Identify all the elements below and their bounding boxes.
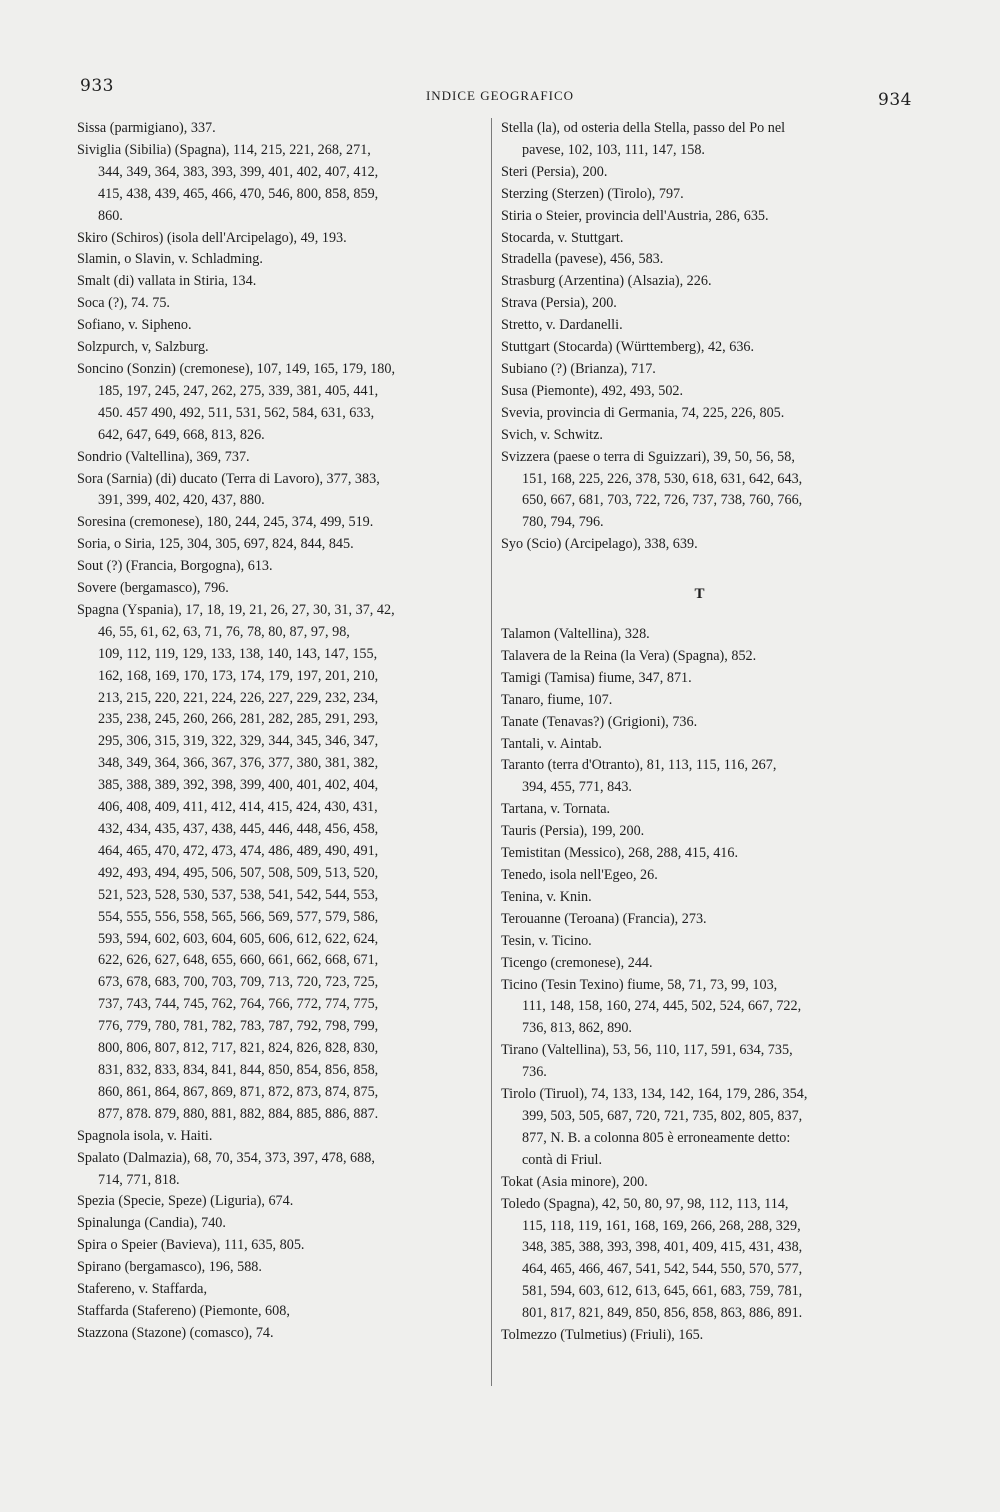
entry-line: Solzpurch, v, Salzburg. xyxy=(77,339,209,356)
index-entry xyxy=(77,228,489,250)
entry-continuation-line: 800, 806, 807, 812, 717, 821, 824, 826, 828, 830, xyxy=(98,1040,379,1057)
entry-line: Stafereno, v. Staffarda, xyxy=(77,1281,208,1298)
entry-continuation-line: 111, 148, 158, 160, 274, 445, 502, 524, 667, 722, xyxy=(522,998,802,1015)
index-entry xyxy=(501,887,906,909)
entry-line: Tolmezzo (Tulmetius) (Friuli), 165. xyxy=(501,1327,704,1344)
entry-line: Spinalunga (Candia), 740. xyxy=(77,1215,226,1232)
entry-line: Tanate (Tenavas?) (Grigioni), 736. xyxy=(501,713,698,730)
entry-line: Tenina, v. Knin. xyxy=(501,888,592,905)
entry-continuation-line: 776, 779, 780, 781, 782, 783, 787, 792, 798, 799, xyxy=(98,1018,379,1035)
index-entry xyxy=(501,228,906,250)
index-entry xyxy=(77,1323,489,1345)
index-entry xyxy=(501,799,906,821)
entry-line: Tokat (Asia minore), 200. xyxy=(501,1173,648,1190)
entry-line: Spagna (Yspania), 17, 18, 19, 21, 26, 27, 30, 31, 37, 42, xyxy=(77,601,395,618)
entry-continuation-line: 450. 457 490, 492, 511, 531, 562, 584, 631, 633, xyxy=(98,404,375,421)
entry-line: Temistitan (Messico), 268, 288, 415, 416. xyxy=(501,845,739,862)
entry-continuation-line: 464, 465, 470, 472, 473, 474, 486, 489, 490, 491, xyxy=(98,842,379,859)
index-entry xyxy=(501,249,906,271)
entry-line: Tauris (Persia), 199, 200. xyxy=(501,823,645,840)
index-entry xyxy=(501,403,906,425)
entry-continuation-line: 673, 678, 683, 700, 703, 709, 713, 720, 723, 725, xyxy=(98,974,379,991)
entry-line: Stazzona (Stazone) (comasco), 74. xyxy=(77,1324,274,1341)
right-index-column xyxy=(501,118,906,1347)
index-entry xyxy=(77,315,489,337)
entry-line: Soca (?), 74. 75. xyxy=(77,295,170,312)
index-entry xyxy=(501,381,906,403)
left-page-number: 933 xyxy=(80,76,114,96)
index-entry xyxy=(77,1148,489,1192)
index-entry xyxy=(77,249,489,271)
entry-line: Soncino (Sonzin) (cremonese), 107, 149, 165, 179, 180, xyxy=(77,360,395,377)
entry-continuation-line: 162, 168, 169, 170, 173, 174, 179, 197, 201, 210, xyxy=(98,667,379,684)
index-entry xyxy=(77,1213,489,1235)
entry-continuation-line: 399, 503, 505, 687, 720, 721, 735, 802, 805, 837, xyxy=(522,1107,803,1124)
entry-line: Talamon (Valtellina), 328. xyxy=(501,626,650,643)
entry-continuation-line: 650, 667, 681, 703, 722, 726, 737, 738, 760, 766, xyxy=(522,492,803,509)
entry-line: Soria, o Siria, 125, 304, 305, 697, 824, 844, 845. xyxy=(77,536,354,553)
entry-continuation-line: 593, 594, 602, 603, 604, 605, 606, 612, 622, 624, xyxy=(98,930,379,947)
entry-continuation-line: 860. xyxy=(98,207,123,224)
right-page-number: 934 xyxy=(878,90,912,110)
entry-line: Sterzing (Sterzen) (Tirolo), 797. xyxy=(501,185,684,202)
entry-line: Stretto, v. Dardanelli. xyxy=(501,317,623,334)
index-entry xyxy=(501,184,906,206)
index-entry xyxy=(501,315,906,337)
entry-line: Stiria o Steier, provincia dell'Austria, 286, 635. xyxy=(501,207,769,224)
index-entry xyxy=(501,1084,906,1172)
index-entry xyxy=(501,293,906,315)
column-divider xyxy=(491,118,492,1386)
entry-line: Stella (la), od osteria della Stella, passo del Po nel xyxy=(501,120,786,136)
index-entry xyxy=(501,359,906,381)
index-entry xyxy=(501,1040,906,1084)
entry-line: Skiro (Schiros) (isola dell'Arcipelago), 49, 193. xyxy=(77,229,347,246)
entry-continuation-line: 642, 647, 649, 668, 813, 826. xyxy=(98,426,265,443)
entry-line: Tanaro, fiume, 107. xyxy=(501,691,613,708)
right-entries-t xyxy=(501,624,906,1347)
entry-line: Tesin, v. Ticino. xyxy=(501,932,592,949)
index-entry xyxy=(77,1235,489,1257)
entry-line: Smalt (di) vallata in Stiria, 134. xyxy=(77,273,257,290)
index-entry xyxy=(77,1191,489,1213)
index-entry xyxy=(77,556,489,578)
index-entry xyxy=(501,909,906,931)
index-entry xyxy=(501,755,906,799)
entry-line: Tirano (Valtellina), 53, 56, 110, 117, 591, 634, 735, xyxy=(501,1042,793,1059)
entry-line: Spirano (bergamasco), 196, 588. xyxy=(77,1259,262,1276)
entry-continuation-line: 831, 832, 833, 834, 841, 844, 850, 854, 856, 858, xyxy=(98,1061,379,1078)
right-entries-s xyxy=(501,118,906,556)
entry-continuation-line: 714, 771, 818. xyxy=(98,1171,180,1188)
index-entry xyxy=(501,953,906,975)
index-entry xyxy=(501,534,906,556)
index-entry xyxy=(77,140,489,228)
entry-continuation-line: 432, 434, 435, 437, 438, 445, 446, 448, 456, 458, xyxy=(98,821,379,837)
entry-line: Sondrio (Valtellina), 369, 737. xyxy=(77,448,250,465)
index-entry xyxy=(77,118,489,140)
entry-continuation-line: 295, 306, 315, 319, 322, 329, 344, 345, 346, 347, xyxy=(98,733,379,750)
entry-continuation-line: 213, 215, 220, 221, 224, 226, 227, 229, 232, 234, xyxy=(98,689,379,706)
entry-line: Sissa (parmigiano), 337. xyxy=(77,120,216,136)
index-entry xyxy=(77,337,489,359)
index-entry xyxy=(501,865,906,887)
entry-continuation-line: 877, N. B. a colonna 805 è erroneamente detto: xyxy=(522,1129,791,1146)
index-entry xyxy=(501,118,906,162)
index-entry xyxy=(501,975,906,1041)
entry-continuation-line: 385, 388, 389, 392, 398, 399, 400, 401, 402, 404, xyxy=(98,777,379,794)
entry-line: Sovere (bergamasco), 796. xyxy=(77,580,229,597)
entry-line: Subiano (?) (Brianza), 717. xyxy=(501,360,656,377)
entry-continuation-line: 736. xyxy=(522,1064,547,1081)
entry-continuation-line: 46, 55, 61, 62, 63, 71, 76, 78, 80, 87, 97, 98, xyxy=(98,623,350,640)
entry-continuation-line: 736, 813, 862, 890. xyxy=(522,1020,632,1037)
index-entry xyxy=(501,690,906,712)
index-entry xyxy=(77,600,489,1126)
entry-line: Sofiano, v. Sipheno. xyxy=(77,317,192,334)
entry-line: Taranto (terra d'Otranto), 81, 113, 115, 116, 267, xyxy=(501,757,777,774)
entry-continuation-line: 521, 523, 528, 530, 537, 538, 541, 542, 544, 553, xyxy=(98,886,379,903)
index-entry xyxy=(77,469,489,513)
entry-line: Tartana, v. Tornata. xyxy=(501,801,611,818)
entry-line: Svich, v. Schwitz. xyxy=(501,426,603,443)
index-entry xyxy=(77,1301,489,1323)
entry-continuation-line: 344, 349, 364, 383, 393, 399, 401, 402, 407, 412, xyxy=(98,163,379,180)
entry-continuation-line: 115, 118, 119, 161, 168, 169, 266, 268, 288, 329, xyxy=(522,1217,801,1234)
entry-continuation-line: 185, 197, 245, 247, 262, 275, 339, 381, 405, 441, xyxy=(98,382,379,399)
index-entry xyxy=(501,931,906,953)
index-entry xyxy=(501,271,906,293)
section-letter: T xyxy=(694,586,705,603)
index-entry xyxy=(77,512,489,534)
entry-continuation-line: 801, 817, 821, 849, 850, 856, 858, 863, 886, 891. xyxy=(522,1305,803,1322)
index-entry xyxy=(501,668,906,690)
entry-line: Staffarda (Stafereno) (Piemonte, 608, xyxy=(77,1302,290,1319)
entry-line: Slamin, o Slavin, v. Schladming. xyxy=(77,251,263,268)
left-index-column xyxy=(77,118,489,1345)
index-entry xyxy=(501,843,906,865)
entry-line: Soresina (cremonese), 180, 244, 245, 374, 499, 519. xyxy=(77,514,374,531)
entry-continuation-line: 235, 238, 245, 260, 266, 281, 282, 285, 291, 293, xyxy=(98,711,379,728)
index-entry xyxy=(77,271,489,293)
entry-continuation-line: 581, 594, 603, 612, 613, 645, 661, 683, 759, 781, xyxy=(522,1283,803,1300)
entry-continuation-line: 554, 555, 556, 558, 565, 566, 569, 577, 579, 586, xyxy=(98,908,379,925)
entry-line: Tenedo, isola nell'Egeo, 26. xyxy=(501,867,658,883)
entry-continuation-line: contà di Friul. xyxy=(522,1151,602,1168)
index-entry xyxy=(77,1126,489,1148)
index-entry xyxy=(501,646,906,668)
entry-continuation-line: pavese, 102, 103, 111, 147, 158. xyxy=(522,141,705,158)
entry-line: Stradella (pavese), 456, 583. xyxy=(501,251,664,268)
entry-continuation-line: 492, 493, 494, 495, 506, 507, 508, 509, 513, 520, xyxy=(98,864,379,881)
entry-line: Ticengo (cremonese), 244. xyxy=(501,954,653,971)
entry-line: Susa (Piemonte), 492, 493, 502. xyxy=(501,382,684,399)
page-title: INDICE GEOGRAFICO xyxy=(425,88,575,103)
entry-continuation-line: 464, 465, 466, 467, 541, 542, 544, 550, 570, 577, xyxy=(522,1261,803,1278)
index-entry xyxy=(501,734,906,756)
index-entry xyxy=(501,1194,906,1325)
entry-line: Svevia, provincia di Germania, 74, 225, 226, 805. xyxy=(501,404,785,421)
index-entry xyxy=(77,447,489,469)
entry-continuation-line: 622, 626, 627, 648, 655, 660, 661, 662, 668, 671, xyxy=(98,952,379,969)
entry-continuation-line: 348, 385, 388, 393, 398, 401, 409, 415, 431, 438, xyxy=(522,1239,803,1256)
entry-line: Tamigi (Tamisa) fiume, 347, 871. xyxy=(501,669,692,686)
index-entry xyxy=(77,359,489,447)
entry-continuation-line: 109, 112, 119, 129, 133, 138, 140, 143, 147, 155, xyxy=(98,645,378,662)
index-entry xyxy=(501,447,906,535)
entry-line: Svizzera (paese o terra di Sguizzari), 39, 50, 56, 58, xyxy=(501,448,795,465)
index-entry xyxy=(77,293,489,315)
entry-continuation-line: 394, 455, 771, 843. xyxy=(522,779,632,796)
entry-line: Tantali, v. Aintab. xyxy=(501,735,602,752)
index-entry xyxy=(501,425,906,447)
index-entry xyxy=(501,1172,906,1194)
entry-continuation-line: 860, 861, 864, 867, 869, 871, 872, 873, 874, 875, xyxy=(98,1083,379,1100)
entry-line: Siviglia (Sibilia) (Spagna), 114, 215, 221, 268, 271, xyxy=(77,141,371,158)
entry-line: Stuttgart (Stocarda) (Württemberg), 42, 636. xyxy=(501,339,755,356)
index-entry xyxy=(77,1257,489,1279)
entry-line: Spira o Speier (Bavieva), 111, 635, 805. xyxy=(77,1237,305,1254)
entry-line: Spezia (Specie, Speze) (Liguria), 674. xyxy=(77,1193,294,1210)
index-entry xyxy=(501,337,906,359)
entry-line: Stocarda, v. Stuttgart. xyxy=(501,229,624,246)
index-entry xyxy=(501,1325,906,1347)
entry-continuation-line: 348, 349, 364, 366, 367, 376, 377, 380, 381, 382, xyxy=(98,755,379,772)
entry-line: Ticino (Tesin Texino) fiume, 58, 71, 73, 99, 103, xyxy=(501,976,778,993)
entry-continuation-line: 737, 743, 744, 745, 762, 764, 766, 772, 774, 775, xyxy=(98,996,379,1013)
entry-line: Steri (Persia), 200. xyxy=(501,163,608,180)
entry-continuation-line: 877, 878. 879, 880, 881, 882, 884, 885, 886, 887. xyxy=(98,1105,379,1122)
index-entry xyxy=(501,712,906,734)
index-entry xyxy=(77,1279,489,1301)
index-entry xyxy=(77,534,489,556)
index-entry xyxy=(501,821,906,843)
entry-line: Strava (Persia), 200. xyxy=(501,295,617,312)
entry-line: Syo (Scio) (Arcipelago), 338, 639. xyxy=(501,536,698,553)
index-entry xyxy=(501,162,906,184)
entry-line: Strasburg (Arzentina) (Alsazia), 226. xyxy=(501,273,712,290)
entry-line: Terouanne (Teroana) (Francia), 273. xyxy=(501,910,707,927)
entry-line: Sora (Sarnia) (di) ducato (Terra di Lavoro), 377, 383, xyxy=(77,470,380,487)
entry-line: Toledo (Spagna), 42, 50, 80, 97, 98, 112, 113, 114, xyxy=(501,1195,789,1212)
entry-continuation-line: 415, 438, 439, 465, 466, 470, 546, 800, 858, 859, xyxy=(98,185,379,202)
index-entry xyxy=(501,624,906,646)
entry-line: Tirolo (Tiruol), 74, 133, 134, 142, 164, 179, 286, 354, xyxy=(501,1086,808,1103)
entry-continuation-line: 406, 408, 409, 411, 412, 414, 415, 424, 430, 431, xyxy=(98,799,378,816)
entry-continuation-line: 151, 168, 225, 226, 378, 530, 618, 631, 642, 643, xyxy=(522,470,803,487)
entry-line: Sout (?) (Francia, Borgogna), 613. xyxy=(77,558,273,575)
index-entry xyxy=(77,578,489,600)
entry-line: Spagnola isola, v. Haiti. xyxy=(77,1127,213,1144)
entry-line: Talavera de la Reina (la Vera) (Spagna), 852. xyxy=(501,647,757,664)
entry-continuation-line: 391, 399, 402, 420, 437, 880. xyxy=(98,492,265,509)
entry-continuation-line: 780, 794, 796. xyxy=(522,514,604,531)
entry-line: Spalato (Dalmazia), 68, 70, 354, 373, 397, 478, 688, xyxy=(77,1149,375,1166)
index-entry xyxy=(501,206,906,228)
